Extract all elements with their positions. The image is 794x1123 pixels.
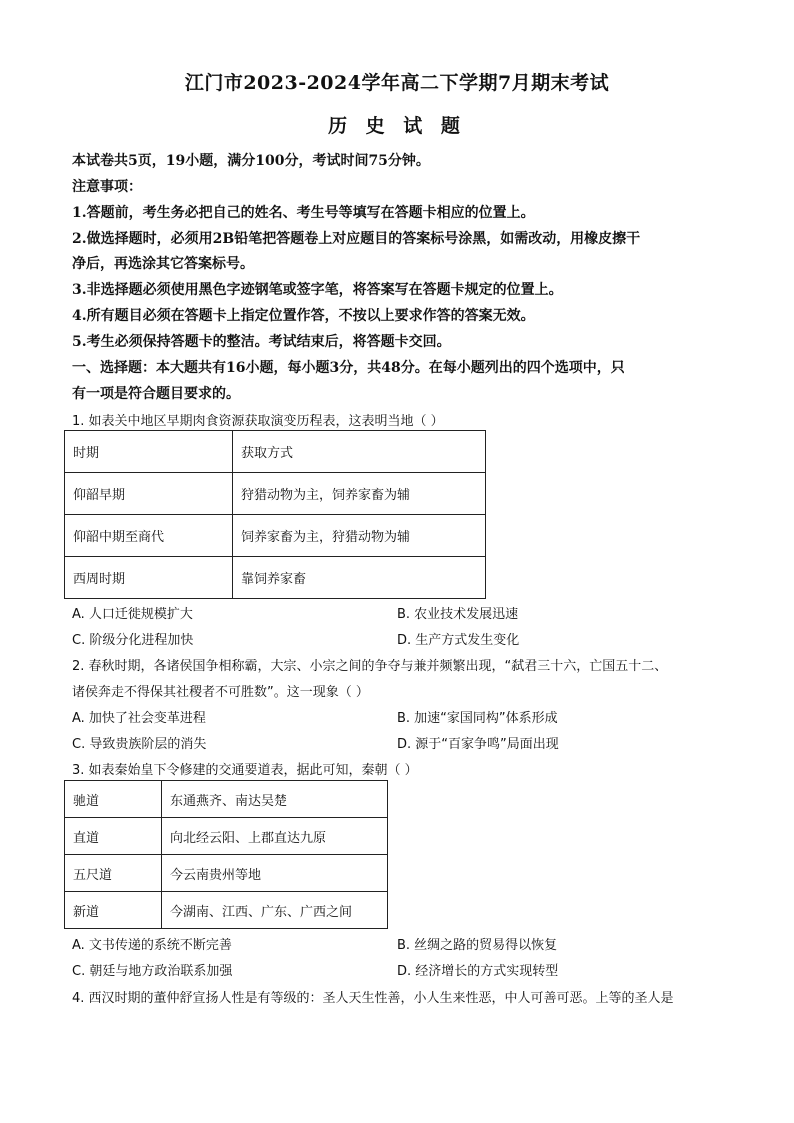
question-3-option-b[interactable]: B. 丝绸之路的贸易得以恢复 [397, 938, 558, 953]
note-item: 净后，再选涂其它答案标号。 [72, 256, 254, 272]
question-1-option-d[interactable]: D. 生产方式发生变化 [397, 633, 520, 648]
table-cell: 向北经云阳、上郡直达九原 [162, 818, 388, 855]
table-row [65, 781, 388, 818]
table-row [65, 557, 486, 599]
question-3-option-d[interactable]: D. 经济增长的方式实现转型 [397, 964, 559, 979]
table-cell: 获取方式 [233, 431, 486, 473]
question-3-option-c[interactable]: C. 朝廷与地方政治联系加强 [72, 964, 233, 979]
section-heading: 一、选择题：本大题共有16小题，每小题3分，共48分。在每小题列出的四个选项中，只 [72, 360, 625, 376]
question-3-option-a[interactable]: A. 文书传递的系统不断完善 [72, 938, 232, 953]
question-1-stem: 1. 如表关中地区早期肉食资源获取演变历程表，这表明当地（ ） [72, 414, 444, 429]
table-cell: 靠饲养家畜 [233, 557, 486, 599]
question-1-option-c[interactable]: C. 阶级分化进程加快 [72, 633, 194, 648]
question-2-stem: 诸侯奔走不得保其社稷者不可胜数”。这一现象（ ） [72, 685, 369, 700]
question-1-table [64, 430, 486, 599]
note-item: 1.答题前，考生务必把自己的姓名、考生号等填写在答题卡相应的位置上。 [72, 205, 535, 221]
table-cell: 西周时期 [65, 557, 233, 599]
table-cell: 狩猎动物为主，饲养家畜为辅 [233, 473, 486, 515]
note-item: 3.非选择题必须使用黑色字迹钢笔或签字笔，将答案写在答题卡规定的位置上。 [72, 282, 563, 298]
note-item: 2.做选择题时，必须用2B铅笔把答题卷上对应题目的答案标号涂黑，如需改动，用橡皮擦干 [72, 231, 641, 247]
table-cell: 东通燕齐、南达吴楚 [162, 781, 388, 818]
note-item: 4.所有题目必须在答题卡上指定位置作答，不按以上要求作答的答案无效。 [72, 308, 535, 324]
table-cell: 直道 [65, 818, 162, 855]
table-row [65, 431, 486, 473]
question-1-option-b[interactable]: B. 农业技术发展迅速 [397, 607, 519, 622]
table-cell: 时期 [65, 431, 233, 473]
section-heading: 有一项是符合题目要求的。 [72, 386, 240, 402]
table-row [65, 515, 486, 557]
table-cell: 新道 [65, 892, 162, 929]
question-2-option-a[interactable]: A. 加快了社会变革进程 [72, 711, 206, 726]
table-cell: 仰韶中期至商代 [65, 515, 233, 557]
table-cell: 五尺道 [65, 855, 162, 892]
question-2-option-d[interactable]: D. 源于“百家争鸣”局面出现 [397, 737, 559, 752]
question-3-stem: 3. 如表秦始皇下令修建的交通要道表，据此可知，秦朝（ ） [72, 763, 418, 778]
exam-summary: 本试卷共5页，19小题，满分100分，考试时间75分钟。 [72, 153, 430, 169]
table-cell: 今云南贵州等地 [162, 855, 388, 892]
table-cell: 饲养家畜为主，狩猎动物为辅 [233, 515, 486, 557]
question-2-stem: 2. 春秋时期，各诸侯国争相称霸，大宗、小宗之间的争夺与兼并频繁出现，“弑君三十六，亡国五十二、 [72, 659, 668, 674]
table-row [65, 855, 388, 892]
question-2-option-c[interactable]: C. 导致贵族阶层的消失 [72, 737, 207, 752]
table-row [65, 818, 388, 855]
question-3-table [64, 780, 388, 929]
notes-heading: 注意事项： [72, 179, 142, 195]
note-item: 5.考生必须保持答题卡的整洁。考试结束后，将答题卡交回。 [72, 334, 451, 350]
table-cell: 仰韶早期 [65, 473, 233, 515]
table-cell: 驰道 [65, 781, 162, 818]
question-2-option-b[interactable]: B. 加速“家国同构”体系形成 [397, 711, 558, 726]
table-row [65, 892, 388, 929]
exam-subtitle: 历 史 试 题 [328, 115, 466, 137]
table-cell: 今湖南、江西、广东、广西之间 [162, 892, 388, 929]
question-4-stem: 4. 西汉时期的董仲舒宣扬人性是有等级的：圣人天生性善，小人生来性恶，中人可善可恶。上等的圣人是 [72, 991, 674, 1006]
table-row [65, 473, 486, 515]
question-1-option-a[interactable]: A. 人口迁徙规模扩大 [72, 607, 193, 622]
exam-title: 江门市2023-2024学年高二下学期7月期末考试 [184, 72, 610, 94]
